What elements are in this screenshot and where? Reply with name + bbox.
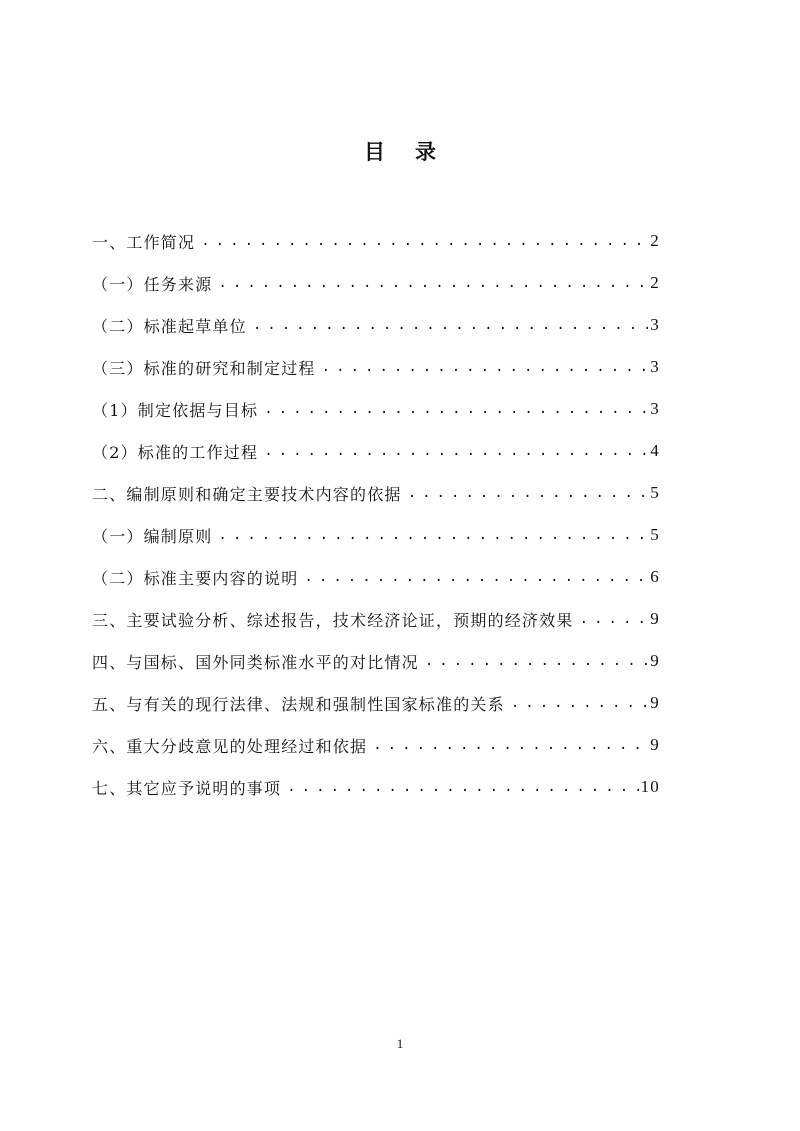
toc-entry-page: 3 bbox=[650, 357, 660, 376]
toc-entry[interactable] bbox=[92, 346, 660, 388]
toc-entry-label: 四、与国标、国外同类标准水平的对比情况 bbox=[92, 652, 419, 672]
toc-entry-page: 9 bbox=[650, 735, 660, 754]
toc-dot-leader bbox=[264, 399, 648, 419]
toc-entry[interactable] bbox=[92, 472, 660, 514]
toc-entry-label: （一）编制原则 bbox=[92, 526, 213, 546]
toc-dot-leader bbox=[218, 525, 648, 545]
toc-entry[interactable] bbox=[92, 724, 660, 766]
toc-entry-label: 一、工作简况 bbox=[92, 232, 196, 252]
toc-dot-leader bbox=[264, 441, 648, 461]
toc-title-char-2: 录 bbox=[415, 140, 436, 164]
toc-entry-label: （三）标准的研究和制定过程 bbox=[92, 358, 316, 378]
toc-dot-leader bbox=[201, 231, 648, 251]
toc-dot-leader bbox=[287, 777, 638, 797]
toc-entry[interactable] bbox=[92, 262, 660, 304]
toc-entry[interactable] bbox=[92, 430, 660, 472]
toc-entry-page: 3 bbox=[650, 315, 660, 334]
toc-entry-label: （一）任务来源 bbox=[92, 274, 213, 294]
toc-dot-leader bbox=[511, 693, 648, 713]
toc-entry[interactable] bbox=[92, 682, 660, 724]
toc-entry[interactable] bbox=[92, 640, 660, 682]
toc-entry[interactable] bbox=[92, 598, 660, 640]
toc-entry[interactable] bbox=[92, 388, 660, 430]
toc-entry-label: （2）标准的工作过程 bbox=[92, 442, 259, 462]
toc-entry-page: 4 bbox=[650, 441, 660, 460]
toc-entry-label: 二、编制原则和确定主要技术内容的依据 bbox=[92, 484, 402, 504]
toc-entry-page: 6 bbox=[650, 567, 660, 586]
toc-entry-label: 五、与有关的现行法律、法规和强制性国家标准的关系 bbox=[92, 694, 505, 714]
toc-title-char-1: 目 bbox=[364, 140, 385, 164]
toc-list bbox=[92, 220, 660, 808]
toc-entry-label: 六、重大分歧意见的处理经过和依据 bbox=[92, 736, 368, 756]
toc-entry-page: 2 bbox=[650, 231, 660, 250]
toc-entry-page: 10 bbox=[640, 777, 660, 796]
toc-entry-page: 9 bbox=[650, 609, 660, 628]
page-number: 1 bbox=[396, 1036, 404, 1051]
toc-dot-leader bbox=[408, 483, 648, 503]
toc-entry[interactable] bbox=[92, 556, 660, 598]
toc-dot-leader bbox=[580, 609, 648, 629]
toc-dot-leader bbox=[425, 651, 648, 671]
toc-entry-label: 七、其它应予说明的事项 bbox=[92, 778, 282, 798]
toc-dot-leader bbox=[322, 357, 648, 377]
toc-entry-label: 三、主要试验分析、综述报告，技术经济论证，预期的经济效果 bbox=[92, 610, 574, 630]
toc-entry[interactable] bbox=[92, 766, 660, 808]
toc-entry-label: （二）标准主要内容的说明 bbox=[92, 568, 299, 588]
toc-entry-page: 2 bbox=[650, 273, 660, 292]
toc-title bbox=[0, 136, 800, 166]
toc-dot-leader bbox=[373, 735, 648, 755]
toc-dot-leader bbox=[304, 567, 648, 587]
toc-entry-label: （1）制定依据与目标 bbox=[92, 400, 259, 420]
toc-entry[interactable] bbox=[92, 220, 660, 262]
toc-dot-leader bbox=[218, 273, 648, 293]
toc-entry-label: （二）标准起草单位 bbox=[92, 316, 247, 336]
toc-entry[interactable] bbox=[92, 514, 660, 556]
toc-entry-page: 3 bbox=[650, 399, 660, 418]
toc-entry-page: 5 bbox=[650, 525, 660, 544]
toc-entry-page: 5 bbox=[650, 483, 660, 502]
toc-entry-page: 9 bbox=[650, 693, 660, 712]
toc-dot-leader bbox=[253, 315, 648, 335]
toc-entry[interactable] bbox=[92, 304, 660, 346]
toc-entry-page: 9 bbox=[650, 651, 660, 670]
